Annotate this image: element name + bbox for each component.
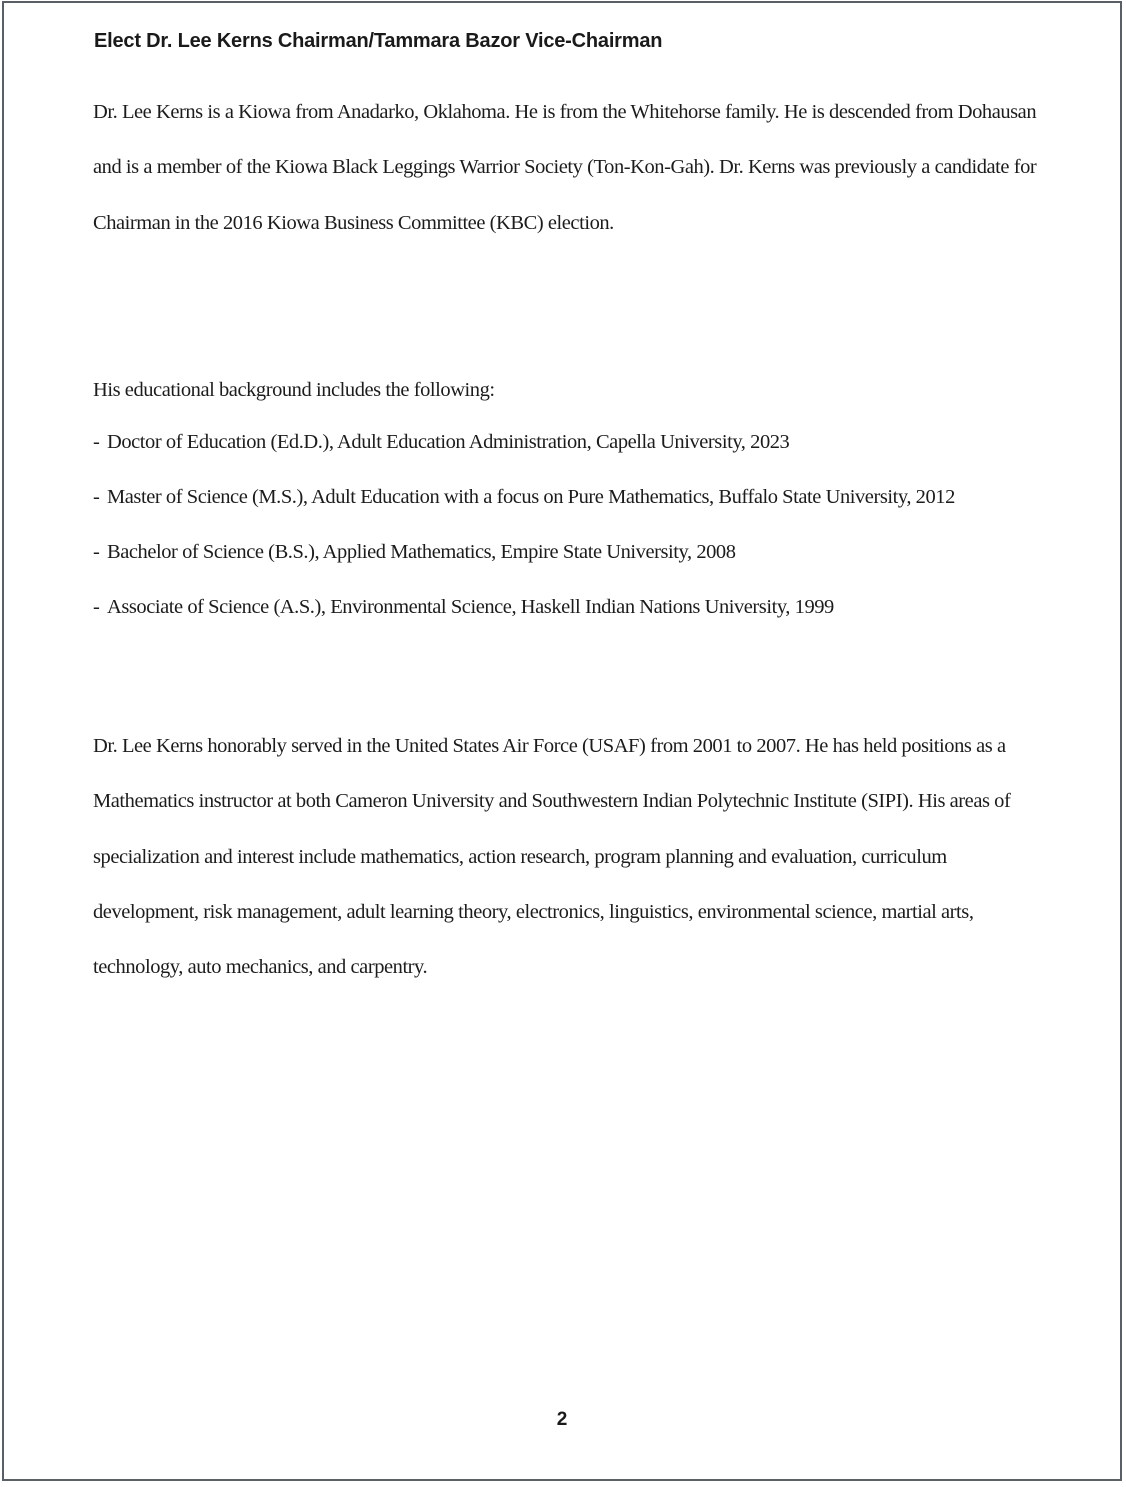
education-intro: His educational background includes the following:: [93, 379, 495, 401]
page-number: 2: [556, 1409, 568, 1430]
education-item-bs: [93, 538, 1043, 566]
education-item-as: [93, 593, 1043, 621]
list-bullet: -: [93, 486, 100, 508]
list-bullet: -: [93, 541, 100, 563]
education-item-text: Master of Science (M.S.), Adult Education with a focus on Pure Mathematics, Buffalo State University, 2012: [107, 486, 955, 508]
education-item-text: Associate of Science (A.S.), Environmental Science, Haskell Indian Nations University, 1999: [107, 596, 834, 618]
education-item-edd: [93, 428, 1043, 456]
document-page: [2, 1, 1122, 1481]
education-item-text: Bachelor of Science (B.S.), Applied Mathematics, Empire State University, 2008: [107, 541, 736, 563]
education-item-ms: [93, 483, 1043, 511]
education-item-text: Doctor of Education (Ed.D.), Adult Education Administration, Capella University, 2023: [107, 431, 790, 453]
list-bullet: -: [93, 596, 100, 618]
document-header-title: Elect Dr. Lee Kerns Chairman/Tammara Bazor Vice-Chairman: [94, 30, 663, 52]
intro-paragraph: Dr. Lee Kerns is a Kiowa from Anadarko, Oklahoma. He is from the Whitehorse family. He is descended from Dohausan and is a member of the Kiowa Black Leggings Warrior Society (Ton-Kon-Gah). Dr. Kerns was previously a candidate for Chairman in the 2016 Kiowa Business Committee (KBC) election.: [93, 101, 1037, 234]
service-paragraph: Dr. Lee Kerns honorably served in the United States Air Force (USAF) from 2001 to 2007. He has held positions as a Mathematics instructor at both Cameron University and Southwestern Indian Polytechnic Institute (SIPI). His areas of specialization and interest include mathematics, action research, program planning and evaluation, curriculum development, risk management, adult learning theory, electronics, linguistics, environmental science, martial arts, technology, auto mechanics, and carpentry.: [93, 735, 1011, 979]
education-list: [93, 428, 1043, 648]
list-bullet: -: [93, 431, 100, 453]
